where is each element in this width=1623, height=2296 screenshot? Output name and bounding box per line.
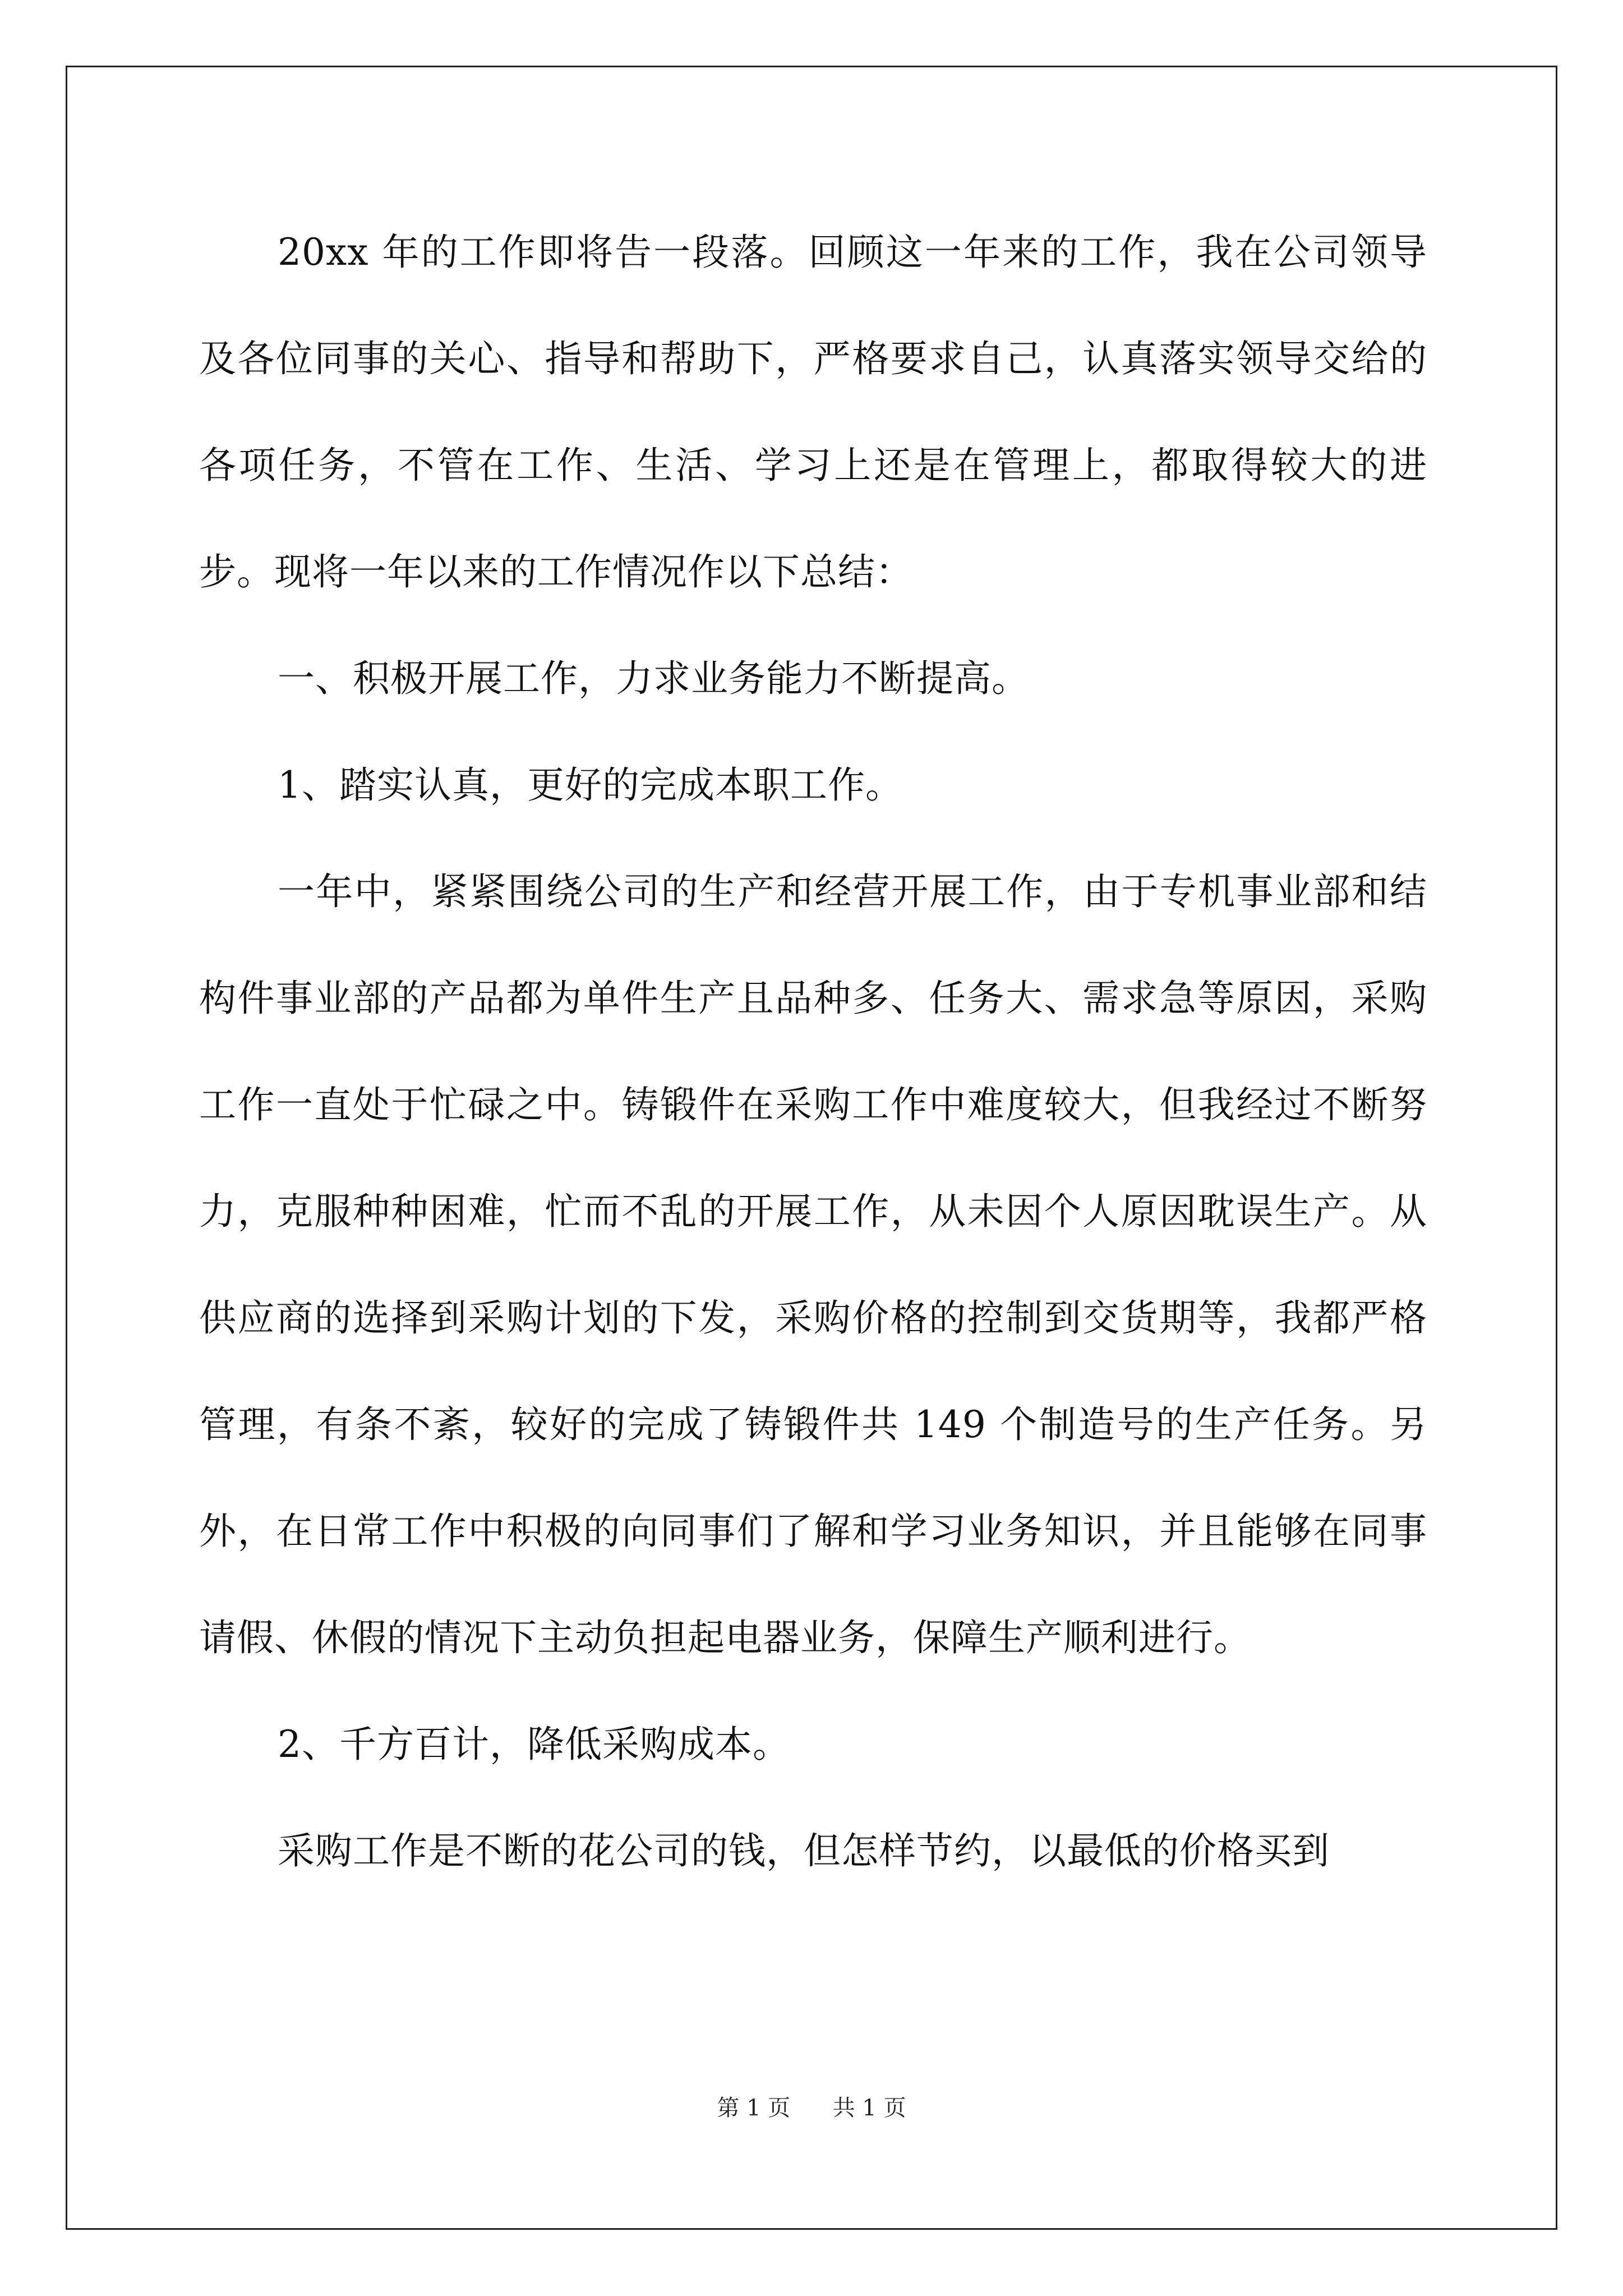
page-footer (0, 2091, 1623, 2125)
page-number-current: 第 1 页 (717, 2095, 791, 2121)
paragraph-cost-reduction: 采购工作是不断的花公司的钱，但怎样节约，以最低的价格买到 (278, 1829, 1330, 1872)
page-number-total: 共 1 页 (832, 2095, 906, 2121)
document-body (199, 199, 1427, 1904)
paragraph-intro: 20xx 年的工作即将告一段落。回顾这一年来的工作，我在公司领导及各位同事的关心、指导和帮助下，严格要求自己，认真落实领导交给的各项任务，不管在工作、生活、学习上还是在管理上，都取得较大的进步。现将一年以来的工作情况作以下总结： (199, 231, 1427, 593)
section-heading-1: 一、积极开展工作，力求业务能力不断提高。 (278, 657, 1029, 700)
subsection-heading-2: 2、千方百计，降低采购成本。 (278, 1723, 790, 1766)
paragraph-work-details: 一年中，紧紧围绕公司的生产和经营开展工作，由于专机事业部和结构件事业部的产品都为单件生产且品种多、任务大、需求急等原因，采购工作一直处于忙碌之中。铸锻件在采购工作中难度较大，但我经过不断努力，克服种种困难，忙而不乱的开展工作，从未因个人原因耽误生产。从供应商的选择到采购计划的下发，采购价格的控制到交货期等，我都严格管理，有条不紊，较好的完成了铸锻件共 149 个制造号的生产任务。另外，在日常工作中积极的向同事们了解和学习业务知识，并且能够在同事请假、休假的情况下主动负担起电器业务，保障生产顺利进行。 (199, 870, 1427, 1659)
subsection-heading-1: 1、踏实认真，更好的完成本职工作。 (278, 763, 903, 807)
